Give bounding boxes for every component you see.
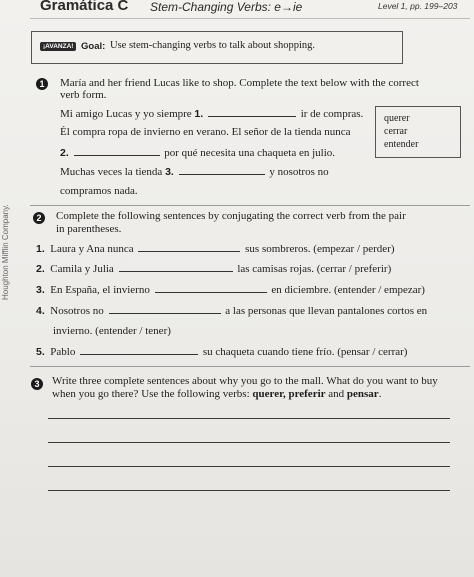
header-divider	[30, 18, 470, 19]
goal-label: Goal:	[81, 41, 106, 52]
word-bank	[375, 106, 461, 158]
activity-2-number: 2	[33, 212, 45, 224]
activity-2-item-4-cont: invierno. (entender / tener)	[53, 325, 171, 337]
word-bank-item: cerrar	[384, 126, 408, 137]
section-divider	[30, 366, 470, 367]
section-divider	[30, 205, 470, 206]
activity-2-item-1: 1. Laura y Ana nunca sus sombreros. (empezar / perder)	[36, 243, 395, 255]
activity-1-line-3: 2. por qué necesita una chaqueta en julio.	[60, 147, 336, 159]
answer-blank-5[interactable]	[119, 270, 233, 272]
answer-blank-4[interactable]	[138, 250, 240, 252]
answer-blank-6[interactable]	[155, 291, 267, 293]
activity-3-number: 3	[31, 378, 43, 390]
activity-2-item-4: 4. Nosotros no a las personas que llevan pantalones cortos en	[36, 305, 428, 317]
answer-blank-8[interactable]	[80, 353, 198, 355]
activity-3-instruction-cont: when you go there? Use the following verbs: querer, preferir and pensar.	[52, 388, 382, 400]
activity-1-line-5: compramos nada.	[60, 185, 138, 197]
answer-blank-2[interactable]	[74, 154, 160, 156]
activity-1-line-2: Él compra ropa de invierno en verano. El señor de la tienda nunca	[60, 126, 351, 138]
activity-1-line-4: Muchas veces la tienda 3. y nosotros no	[60, 166, 329, 178]
copyright-spine: Houghton Mifflin Company.	[1, 204, 10, 300]
level-reference: Level 1, pp. 199–203	[378, 1, 458, 11]
writing-line-3[interactable]	[48, 466, 450, 467]
activity-1-number: 1	[36, 78, 48, 90]
writing-line-4[interactable]	[48, 490, 450, 491]
goal-box	[31, 31, 403, 64]
activity-1-instruction: María and her friend Lucas like to shop. Complete the text below with the correct	[60, 77, 419, 89]
goal-text: Use stem-changing verbs to talk about shopping.	[110, 40, 316, 51]
answer-blank-1[interactable]	[208, 115, 296, 117]
activity-2-item-5: 5. Pablo su chaqueta cuando tiene frío. (pensar / cerrar)	[36, 346, 408, 358]
activity-3-instruction: Write three complete sentences about why you go to the mall. What do you want to buy	[52, 375, 438, 387]
writing-line-2[interactable]	[48, 442, 450, 443]
writing-line-1[interactable]	[48, 418, 450, 419]
answer-blank-7[interactable]	[109, 312, 221, 314]
activity-2-instruction: Complete the following sentences by conjugating the correct verb from the pair	[56, 210, 406, 222]
activity-1-line-1: Mi amigo Lucas y yo siempre 1. ir de compras.	[60, 108, 364, 120]
worksheet-subtitle: Stem-Changing Verbs: e→ie	[150, 0, 303, 14]
answer-blank-3[interactable]	[179, 173, 265, 175]
activity-2-item-3: 3. En España, el invierno en diciembre. (entender / empezar)	[36, 284, 425, 296]
activity-1-instruction-cont: verb form.	[60, 89, 107, 101]
word-bank-item: entender	[384, 139, 419, 150]
activity-2-instruction-cont: in parentheses.	[56, 223, 122, 235]
activity-2-item-2: 2. Camila y Julia las camisas rojas. (cerrar / preferir)	[36, 263, 392, 275]
worksheet-title: Gramática C	[40, 0, 129, 14]
word-bank-item: querer	[384, 113, 410, 124]
avanza-badge: ¡AVANZA!	[40, 42, 76, 51]
